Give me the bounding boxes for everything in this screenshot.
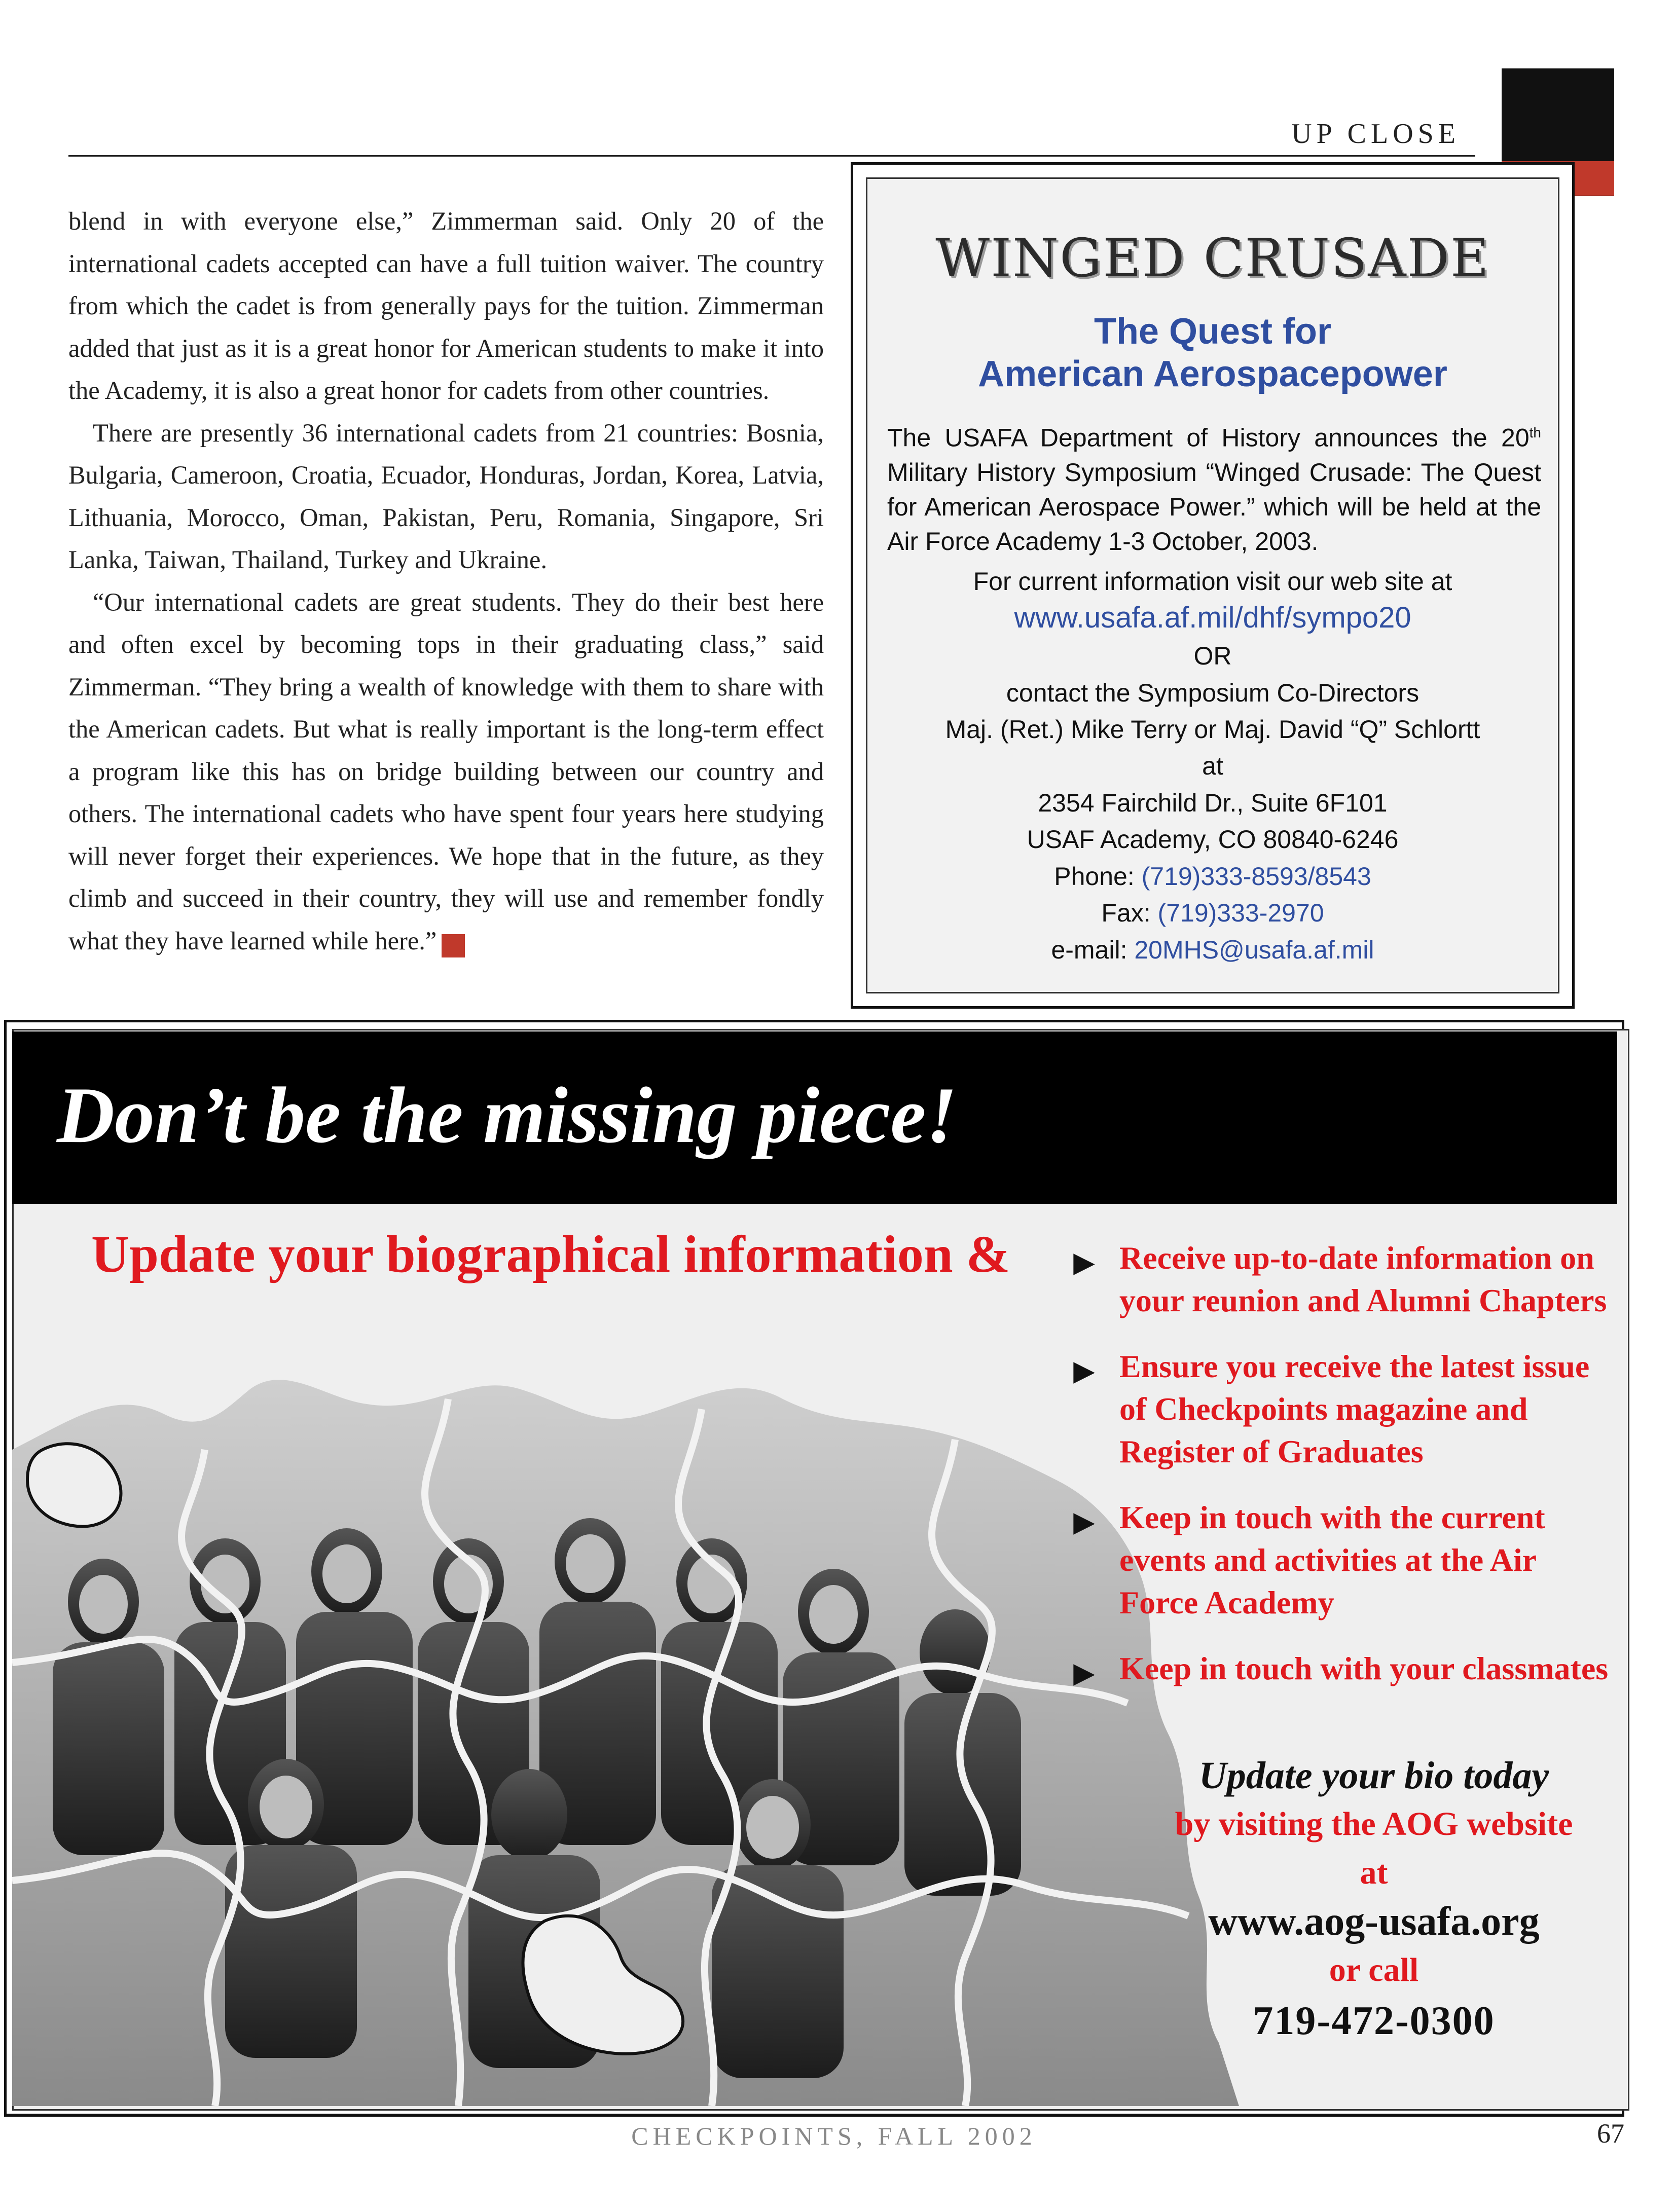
triangle-bullet-icon: ▶ (1074, 1357, 1094, 1386)
triangle-bullet-icon: ▶ (1074, 1508, 1094, 1537)
announce-part-1: The USAFA Department of History announces the 20 (887, 423, 1530, 452)
header-rule (68, 155, 1475, 157)
footer-rule (4, 2114, 1624, 2116)
ad-subheadline: Update your biographical information & (91, 1225, 1010, 1283)
email-link[interactable]: 20MHS@usafa.af.mil (1134, 936, 1374, 964)
call-to-action (1136, 1751, 1612, 2047)
benefit-text: Keep in touch with the current events and activities at the Air Force Academy (1119, 1499, 1545, 1620)
fax-line (866, 898, 1559, 928)
cta-visit-website: by visiting the AOG website (1175, 1805, 1573, 1842)
cta-at: at (1360, 1854, 1388, 1891)
visit-text: For current information visit our web site at (973, 567, 1452, 596)
benefit-item (1069, 1345, 1621, 1473)
or-text: OR (1193, 642, 1232, 670)
fax-number: (719)333-2970 (1157, 899, 1324, 927)
article-paragraph-3-text: “Our international cadets are great students. They do their best here and often excel by becoming tops in their graduating class,” said Zimmerman. “They bring a wealth of knowledge with them to share with the American cadets. But what is really important is the long-term effect a program like this has on bridge building between our country and others. The international cadets who have spent four years here studying will never forget their experiences. We hope that in the future, as they climb and succeed in their country, they will use and remember fondly what they have learned while here.” (68, 587, 824, 955)
contact-line: contact the Symposium Co-Directors (1006, 679, 1420, 707)
benefit-item (1069, 1237, 1621, 1322)
symposium-subtitle-line-1: The Quest for (1094, 311, 1332, 352)
phone-label: Phone: (1054, 862, 1142, 891)
page-number: 67 (1597, 2118, 1624, 2149)
section-title: UP CLOSE (1291, 118, 1460, 150)
symposium-title: WINGED CRUSADE (935, 227, 1490, 289)
at-text: at (1202, 752, 1223, 780)
aog-website-link[interactable]: www.aog-usafa.org (1208, 1899, 1540, 1944)
article-paragraph-3 (68, 581, 824, 963)
symposium-subtitle (866, 310, 1559, 395)
email-label: e-mail: (1051, 936, 1135, 964)
address-line-2: USAF Academy, CO 80840-6246 (1027, 825, 1399, 854)
phone-line (866, 862, 1559, 891)
announce-superscript: th (1529, 425, 1541, 440)
triangle-bullet-icon: ▶ (1074, 1659, 1094, 1688)
benefit-text: Receive up-to-date information on your reunion and Alumni Chapters (1119, 1240, 1607, 1318)
puzzle-photo-cadets (12, 1298, 1239, 2106)
benefit-text: Ensure you receive the latest issue of Checkpoints magazine and Register of Graduates (1119, 1348, 1590, 1469)
benefit-list (1069, 1237, 1621, 1713)
article-paragraph-1: blend in with everyone else,” Zimmerman said. Only 20 of the international cadets accepted can have a full tuition waiver. The country from which the cadet is from generally pays for the tuition. Zimmerman added that just as it is a great honor for American students to make it into the Academy, it is also a great honor for cadets from other countries. (68, 207, 824, 404)
address-line-1: 2354 Fairchild Dr., Suite 6F101 (1038, 789, 1388, 817)
benefit-item (1069, 1496, 1621, 1624)
announce-part-2: Military History Symposium “Winged Crusade: The Quest for American Aerospace Power.” which will be held at the Air Force Academy 1-3 October, 2003. (887, 458, 1541, 556)
article-body (68, 200, 824, 962)
phone-number[interactable]: (719)333-8593/8543 (1141, 862, 1371, 891)
cta-or-call: or call (1329, 1951, 1419, 1988)
email-line (866, 935, 1559, 965)
co-directors: Maj. (Ret.) Mike Terry or Maj. David “Q” Schlortt (945, 715, 1480, 744)
symposium-website-link[interactable]: www.usafa.af.mil/dhf/sympo20 (1014, 601, 1411, 634)
triangle-bullet-icon: ▶ (1074, 1248, 1094, 1277)
benefit-item (1069, 1647, 1621, 1690)
benefit-text: Keep in touch with your classmates (1119, 1650, 1609, 1686)
article-paragraph-2: There are presently 36 international cadets from 21 countries: Bosnia, Bulgaria, Cameroon, Croatia, Ecuador, Honduras, Jordan, Korea, Latvia, Lithuania, Morocco, Oman, Pakistan, Peru, Romania, Singapore, Sri Lanka, Taiwan, Thailand, Turkey and Ukraine. (68, 418, 824, 574)
symposium-subtitle-line-2: American Aerospacepower (978, 354, 1447, 394)
aog-phone-number[interactable]: 719-472-0300 (1253, 1999, 1495, 2043)
footer-magazine-title: CHECKPOINTS, FALL 2002 (631, 2122, 1037, 2150)
end-mark-icon: ✓ (442, 934, 465, 957)
symposium-announcement (887, 416, 1541, 559)
cta-update-today: Update your bio today (1198, 1754, 1549, 1797)
ad-headline: Don’t be the missing piece! (57, 1071, 957, 1160)
fax-label: Fax: (1101, 899, 1158, 927)
